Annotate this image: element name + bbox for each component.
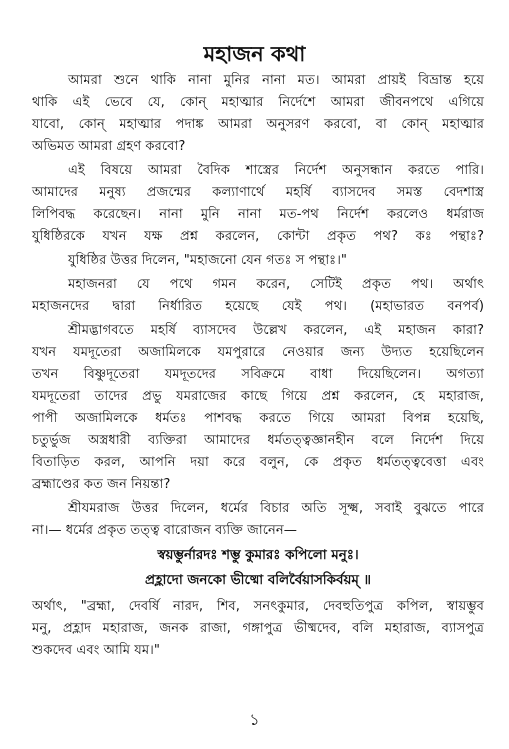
text-line: অভিমত আমরা গ্রহণ করবো? xyxy=(32,139,186,154)
text-line: শুকদেব এবং আমি যম।" xyxy=(32,643,160,658)
text-line: পাপী অজামিলকে ধর্মতঃ পাশবদ্ধ করতে গিয়ে আমরা বিপন্ন হয়েছি, xyxy=(32,411,484,426)
text-line: এই বিষয়ে আমরা বৈদিক শাস্ত্রের নির্দেশ অনুসন্ধান করতে পারি। xyxy=(68,163,484,178)
text-line: আমাদের মনুষ্য প্রজন্মের কল্যাণার্থে মহর্ষি ব্যাসদেব সমস্ত বেদশাস্ত্র xyxy=(32,185,484,200)
text-line: থাকি এই ভেবে যে, কোন্ মহাত্মার নির্দেশে আমরা জীবনপথে এগিয়ে xyxy=(32,95,484,110)
text-line: যাবো, কোন্ মহাত্মার পদাঙ্ক আমরা অনুসরণ করবো, বা কোন্ মহাত্মার xyxy=(32,117,484,132)
text-line: যমদূতেরা তাদের প্রভু যমরাজের কাছে গিয়ে প্রশ্ন করলেন, হে মহারাজ, xyxy=(32,389,484,404)
verse-line: স্বয়ম্ভুর্নারদঃ শম্ভু কুমারঃ কপিলো মনুঃ। xyxy=(157,548,359,563)
text-line: বিতাড়িত করল, আপনি দয়া করে বলুন, কে প্রকৃত ধর্মতত্ত্ববেত্তা এবং xyxy=(32,455,484,470)
text-line: তখন বিষ্ণুদূতেরা যমদূতদের সবিক্রমে বাধা দিয়েছিলেন। অগত্যা xyxy=(32,367,484,382)
page-title: মহাজন কথা xyxy=(203,42,306,66)
page-number: ১ xyxy=(249,710,260,729)
text-line: অর্থাৎ, "ব্রহ্মা, দেবর্ষি নারদ, শিব, সনৎকুমার, দেবহুতিপুত্র কপিল, স্বায়ম্ভুব xyxy=(32,599,484,614)
text-line: লিপিবদ্ধ করেছেন। নানা মুনি নানা মত-পথ নির্দেশ করলেও ধর্মরাজ xyxy=(32,207,484,222)
text-line: ব্রহ্মাণ্ডের কত জন নিয়ন্তা? xyxy=(32,477,171,492)
text-line: যুধিষ্ঠির উত্তর দিলেন, "মহাজনো যেন গতঃ স পন্থাঃ।" xyxy=(68,253,347,268)
text-line: মনু, প্রহ্লাদ মহারাজ, জনক রাজা, গঙ্গাপুত্র ভীষ্মদেব, বলি মহারাজ, ব্যাসপুত্র xyxy=(32,621,484,636)
text-line: মহাজনদের দ্বারা নির্ধারিত হয়েছে যেই পথ। (মহাভারত বনপর্ব) xyxy=(32,299,484,314)
verse-line: প্রহ্লাদো জনকো ভীষ্মো বলির্বৈয়াসকির্বয়ম্ ॥ xyxy=(144,573,372,588)
text-line: চতুর্ভুজ অস্ত্রধারী ব্যক্তিরা আমাদের ধর্মতত্ত্বজ্ঞানহীন বলে নির্দেশ দিয়ে xyxy=(32,433,484,448)
text-line: আমরা শুনে থাকি নানা মুনির নানা মত। আমরা প্রায়ই বিভ্রান্ত হয়ে xyxy=(68,73,484,88)
text-line: যখন যমদূতেরা অজামিলকে যমপুরারে নেওয়ার জন্য উদ্যত হয়েছিলেন xyxy=(32,345,484,360)
text-line: যুধিষ্ঠিরকে যখন যক্ষ প্রশ্ন করলেন, কোন্টা প্রকৃত পথ? কঃ পন্থাঃ? xyxy=(32,229,484,244)
text-line: শ্রীমদ্ভাগবতে মহর্ষি ব্যাসদেব উল্লেখ করলেন, এই মহাজন কারা? xyxy=(68,323,484,338)
text-line: শ্রীযমরাজ উত্তর দিলেন, ধর্মের বিচার অতি সূক্ষ্ম, সবাই বুঝতে পারে xyxy=(68,501,484,516)
text-line: না।— ধর্মের প্রকৃত তত্ত্ব বারোজন ব্যক্তি জানেন— xyxy=(32,523,297,538)
text-line: মহাজনরা যে পথে গমন করেন, সেটিই প্রকৃত পথ। অর্থাৎ xyxy=(68,277,484,292)
